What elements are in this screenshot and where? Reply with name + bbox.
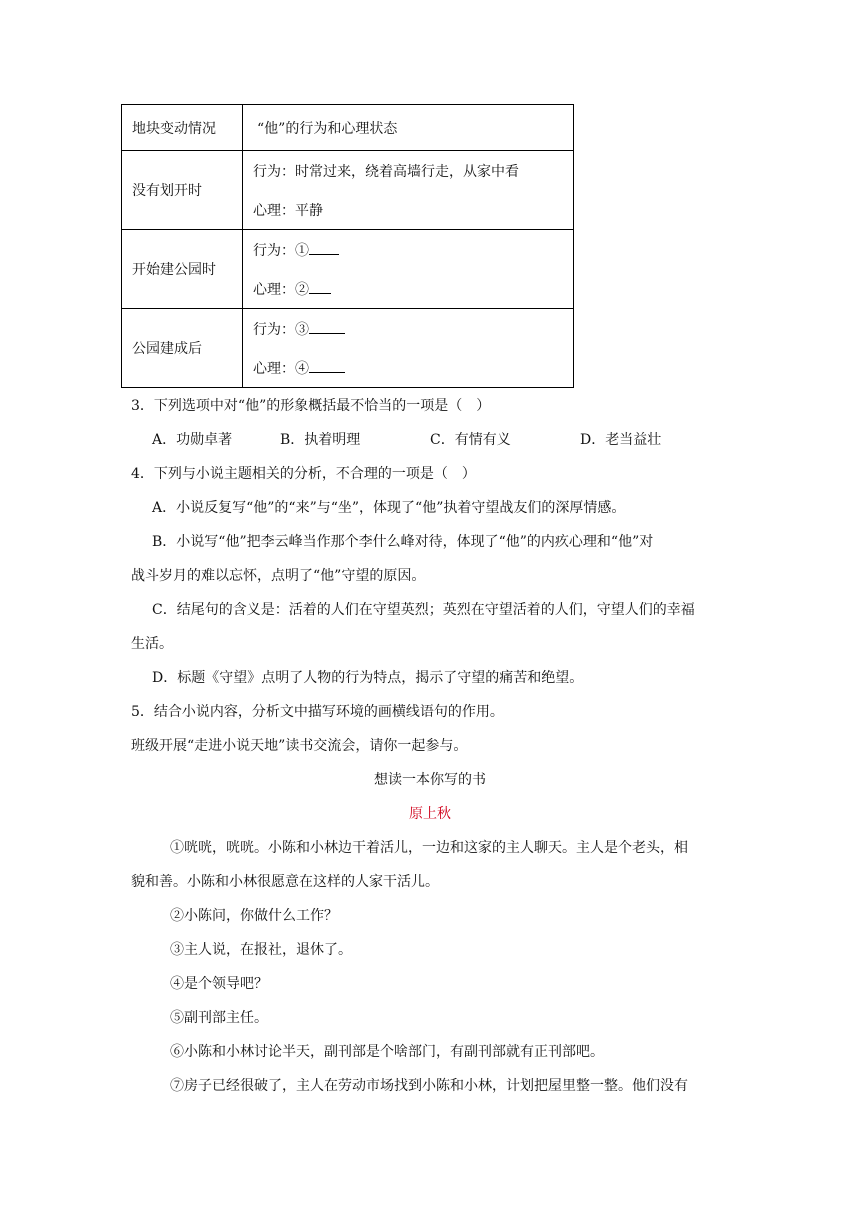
story-paragraph-2: ②小陈问，你做什么工作？ xyxy=(170,908,338,924)
q3-option-d: D．老当益壮 xyxy=(580,432,662,448)
table-stage-cell: 开始建公园时 xyxy=(122,230,243,309)
question-3-stem: 3．下列选项中对“他”的形象概括最不恰当的一项是（ ） xyxy=(131,398,491,414)
story-paragraph-4: ④是个领导吧？ xyxy=(170,976,268,992)
table-row xyxy=(122,151,574,230)
table-header-stage: 地块变动情况 xyxy=(122,105,243,151)
story-paragraph-3: ③主人说，在报社，退休了。 xyxy=(170,942,352,958)
question-5-stem: 5．结合小说内容，分析文中描写环境的画横线语句的作用。 xyxy=(131,704,504,720)
story-paragraph-7: ⑦房子已经很破了，主人在劳动市场找到小陈和小林，计划把屋里整一整。他们没有 xyxy=(170,1078,688,1094)
q4-option-b-line2: 战斗岁月的难以忘怀，点明了“他”守望的原因。 xyxy=(131,568,426,584)
q3-option-b: B．执着明理 xyxy=(280,432,361,448)
blank-label-3: 行为：③ xyxy=(253,321,309,338)
table-row xyxy=(122,230,574,309)
table-behavior-cell xyxy=(243,151,574,230)
answer-blank-3[interactable] xyxy=(309,319,345,334)
answer-blank-2[interactable] xyxy=(309,279,331,294)
story-paragraph-5: ⑤副刊部主任。 xyxy=(170,1010,268,1026)
answer-blank-4[interactable] xyxy=(309,358,345,373)
mind-line xyxy=(253,358,563,378)
behavior-line xyxy=(253,240,563,260)
question-4-stem: 4．下列与小说主题相关的分析，不合理的一项是（ ） xyxy=(131,466,476,482)
q4-option-c-line1: C．结尾句的含义是：活着的人们在守望英烈；英烈在守望活着的人们，守望人们的幸福 xyxy=(152,602,695,618)
table-behavior-cell xyxy=(243,230,574,309)
blank-label-4: 心理：④ xyxy=(253,360,309,377)
activity-intro: 班级开展“走进小说天地”读书交流会，请你一起参与。 xyxy=(131,738,468,754)
q3-option-a: A．功勋卓著 xyxy=(152,432,233,448)
table-stage-cell: 没有划开时 xyxy=(122,151,243,230)
mind-line: 心理：平静 xyxy=(253,202,323,219)
table-header-behavior: “他”的行为和心理状态 xyxy=(243,105,574,151)
behavior-table xyxy=(121,104,574,388)
q4-option-c-line2: 生活。 xyxy=(131,636,173,652)
table-behavior-cell xyxy=(243,309,574,388)
table-stage-cell: 公园建成后 xyxy=(122,309,243,388)
behavior-line: 行为：时常过来，绕着高墙行走，从家中看 xyxy=(253,163,519,180)
q3-option-c: C．有情有义 xyxy=(430,432,511,448)
table-row xyxy=(122,309,574,388)
q4-option-b-line1: B．小说写“他”把李云峰当作那个李什么峰对待，体现了“他”的内疚心理和“他”对 xyxy=(152,534,654,550)
q4-option-a: A．小说反复写“他”的“来”与“坐”，体现了“他”执着守望战友们的深厚情感。 xyxy=(152,500,626,516)
story-paragraph-6: ⑥小陈和小林讨论半天，副刊部是个啥部门，有副刊部就有正刊部吧。 xyxy=(170,1044,604,1060)
story-paragraph-1a: ①咣咣，咣咣。小陈和小林边干着活儿，一边和这家的主人聊天。主人是个老头，相 xyxy=(170,840,688,856)
blank-label-1: 行为：① xyxy=(253,242,309,259)
story-paragraph-1b: 貌和善。小陈和小林很愿意在这样的人家干活儿。 xyxy=(131,874,439,890)
table-header-row xyxy=(122,105,574,151)
mind-line xyxy=(253,279,563,299)
story-author: 原上秋 xyxy=(409,806,451,822)
answer-blank-1[interactable] xyxy=(309,240,339,255)
q4-option-d: D．标题《守望》点明了人物的行为特点，揭示了守望的痛苦和绝望。 xyxy=(152,670,584,686)
story-title: 想读一本你写的书 xyxy=(374,772,486,788)
blank-label-2: 心理：② xyxy=(253,281,309,298)
behavior-line xyxy=(253,319,563,339)
